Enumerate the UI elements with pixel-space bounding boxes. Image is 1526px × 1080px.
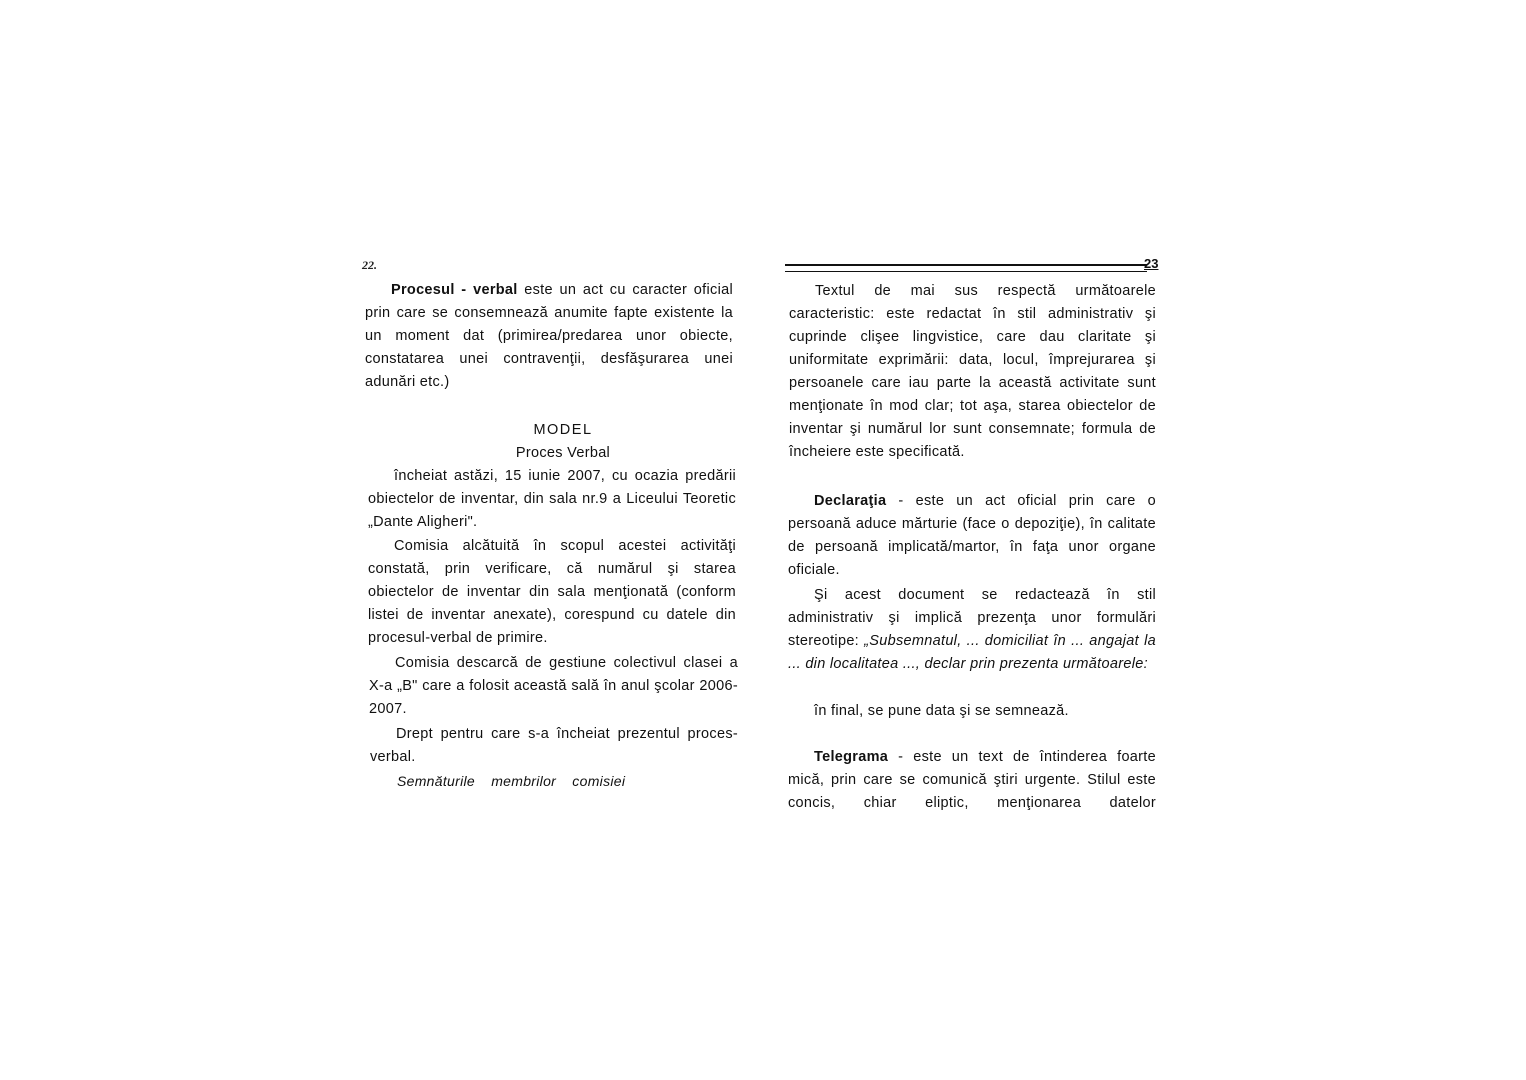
model-paragraph-3: Comisia descarcă de gestiune colectivul clasei a X-a „B" care a folosit această sală în anul şcolar 2006-2007.: [369, 655, 738, 717]
formulari-italic: „Subsemnatul, ... domiciliat în ... angajat la ... din localitatea ..., declar prin prezenta următoarele:: [788, 633, 1156, 672]
formulari-paragraph: [788, 584, 1156, 676]
telegrama-text: - este un text de întinderea foarte mică, prin care se comunică ştiri urgente. Stilul este concis, chiar eliptic, menţionarea datelor: [788, 749, 1156, 811]
model-title: Proces Verbal: [515, 445, 611, 461]
signatures-line: Semnăturile membrilor comisiei: [397, 773, 626, 789]
page-number-right: 23: [1144, 256, 1159, 271]
page-number-left: 22.: [362, 258, 377, 272]
declaratia-paragraph: [788, 490, 1156, 582]
intro-paragraph: [365, 279, 733, 394]
term-declaratia: Declaraţia: [814, 493, 887, 509]
telegrama-paragraph: [788, 746, 1156, 815]
header-rule: [785, 264, 1147, 272]
intro-text: este un act cu caracter oficial prin care se consemnează anumite fapte existente la un moment dat (primirea/predarea unor obiecte, constatarea unei contravenţii, desfăşurarea unei adunări etc.): [365, 282, 733, 390]
declaratia-text: - este un act oficial prin care o persoană aduce mărturie (face o depoziţie), în calitate de persoană implicată/martor, în faţa unor organe oficiale.: [788, 493, 1156, 578]
model-paragraph-2: Comisia alcătuită în scopul acestei activităţi constată, prin verificare, că numărul şi starea obiectelor de inventar din sala menţionată (conform listei de inventar anexate), corespund cu datele din procesul-verbal de primire.: [368, 538, 736, 646]
final-line: în final, se pune data şi se semnează.: [814, 703, 1069, 719]
analysis-paragraph: Textul de mai sus respectă următoarele caracteristic: este redactat în stil administrativ şi cuprinde clişee lingvistice, care dau claritate şi uniformitate exprimării: data, locul, împrejurarea şi persoanele care iau parte la această activitate sunt menţionate în mod clar; tot aşa, starea obiectelor de inventar şi numărul lor sunt consemnate; formula de încheiere este specificată.: [789, 283, 1156, 460]
model-heading: MODEL: [533, 422, 593, 438]
term-telegrama: Telegrama: [814, 749, 889, 765]
model-paragraph-1: încheiat astăzi, 15 iunie 2007, cu ocazia predării obiectelor de inventar, din sala nr.9 a Liceului Teoretic „Dante Aligheri".: [368, 468, 736, 530]
model-paragraph-4: Drept pentru care s-a încheiat prezentul proces-verbal.: [370, 726, 738, 765]
term-proces-verbal: Procesul - verbal: [391, 282, 518, 298]
formulari-text: Şi acest document se redactează în stil administrativ şi implică prezenţa unor formulări stereotipe:: [788, 587, 1156, 649]
